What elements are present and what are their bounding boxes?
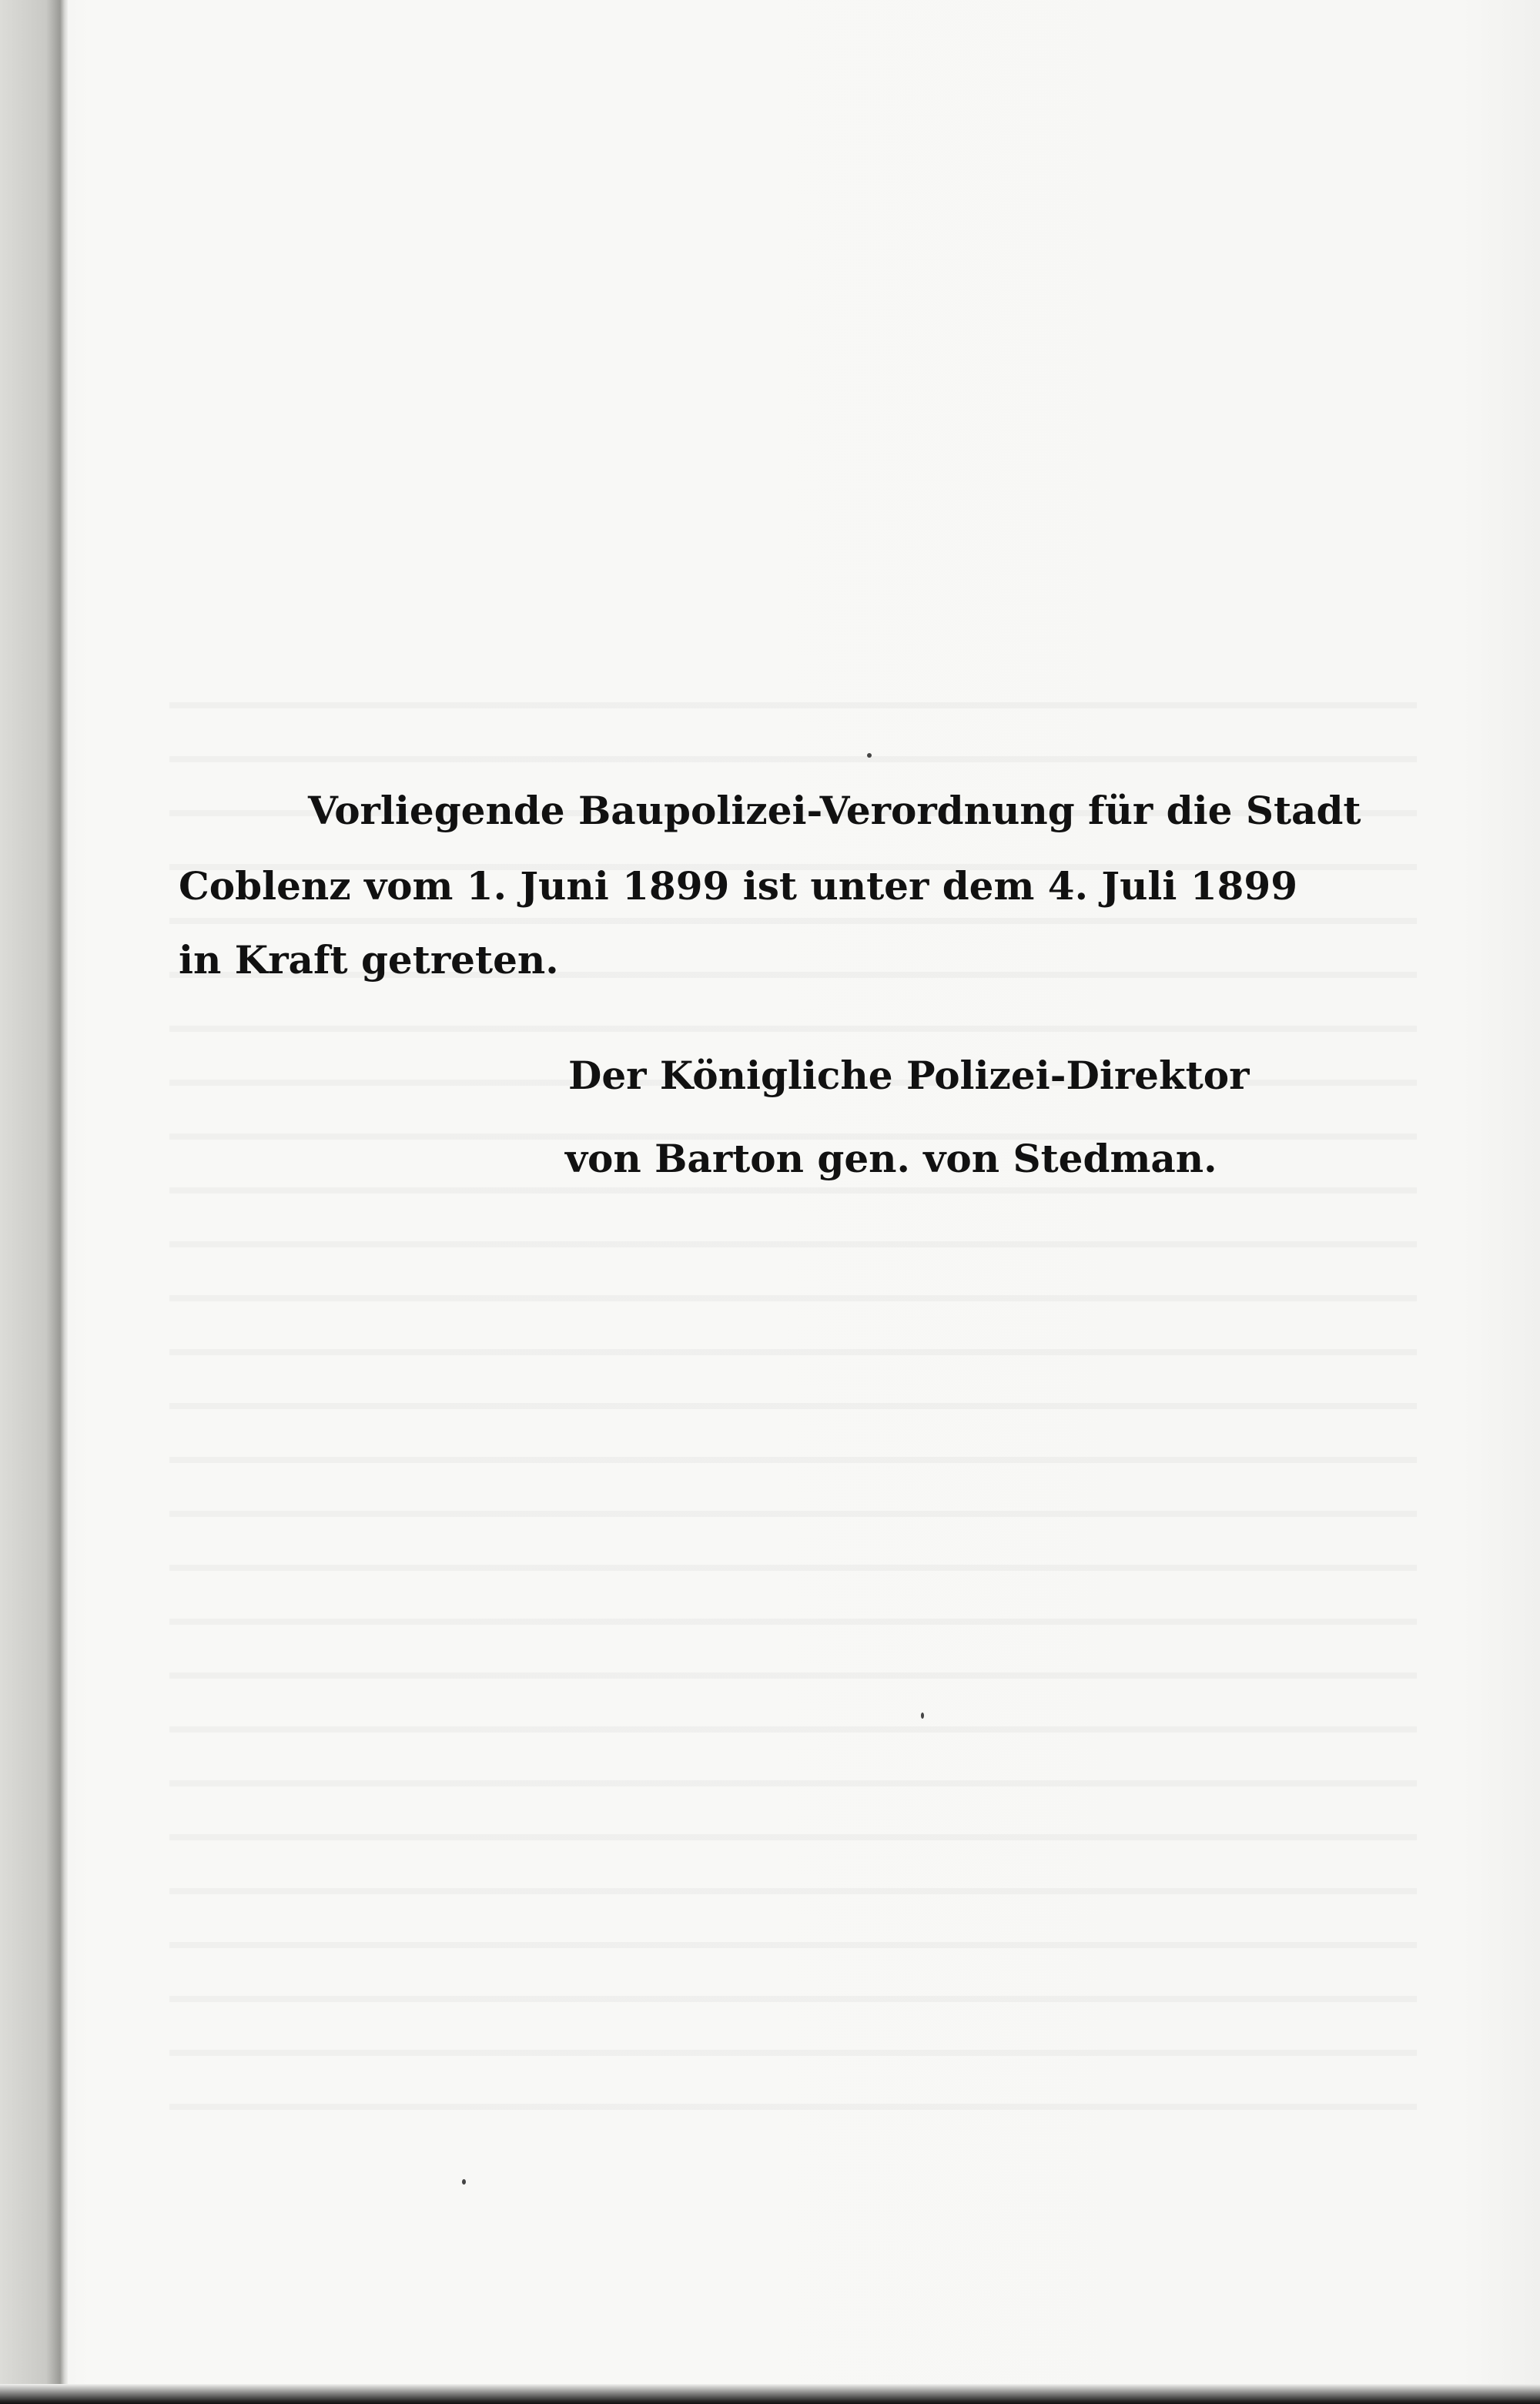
body-text-line-1: Vorliegende Baupolizei-Verordnung für die Stadt	[308, 788, 1361, 833]
signatory-title: Der Königliche Polizei-Direktor	[568, 1053, 1250, 1098]
paper-speck	[462, 2179, 466, 2185]
paper-speck	[867, 753, 872, 758]
body-text-line-3: in Kraft getreten.	[179, 937, 559, 983]
page-bottom-edge	[0, 2384, 1540, 2404]
signatory-name: von Barton gen. von Stedman.	[565, 1136, 1217, 1181]
paper-speck	[921, 1713, 924, 1719]
book-gutter	[0, 0, 68, 2404]
body-text-line-2: Coblenz vom 1. Juni 1899 ist unter dem 4. Juli 1899	[179, 863, 1297, 909]
